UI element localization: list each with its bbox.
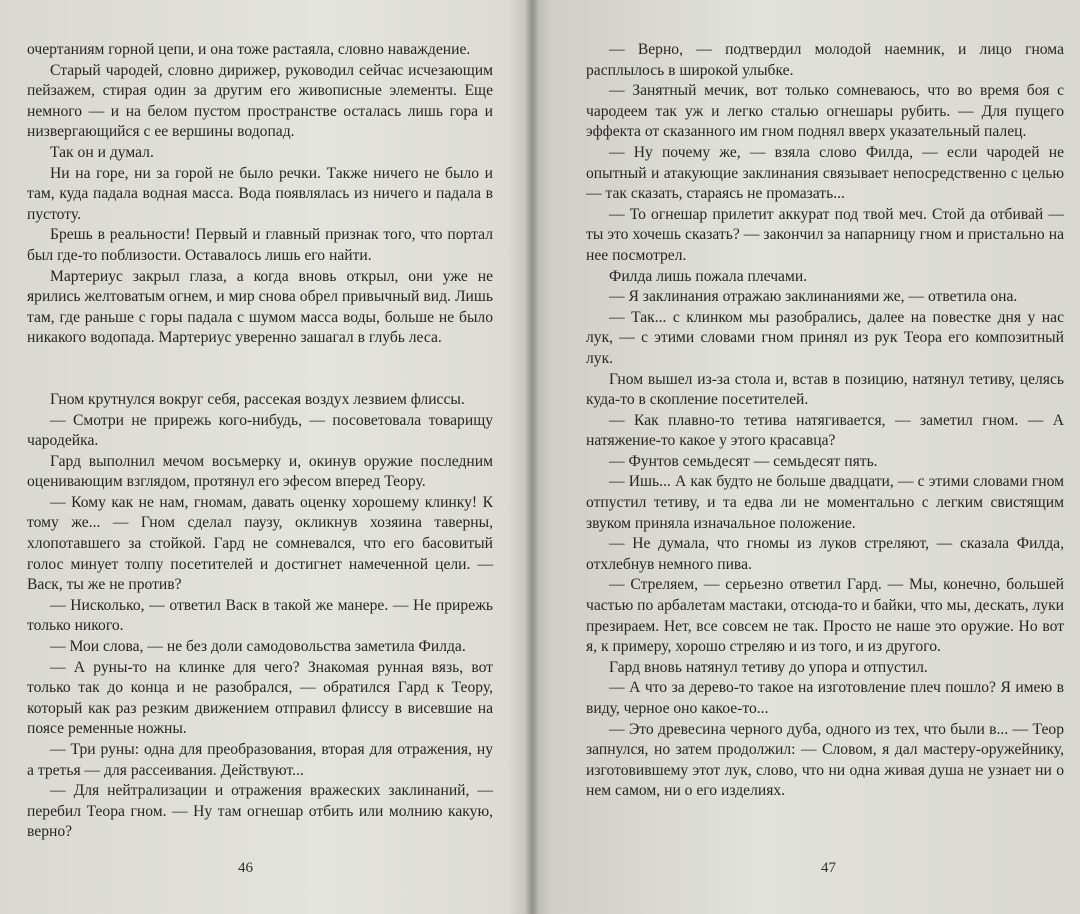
paragraph: — То огнешар прилетит аккурат под твой меч. Стой да отбивай — ты это хочешь сказать? — закончил за напарницу гном и пристально на нее посмотрел. [586, 205, 1064, 264]
left-page [0, 0, 520, 914]
right-page [540, 0, 1080, 914]
paragraph: очертаниям горной цепи, и она тоже растаяла, словно наваждение. [27, 41, 471, 58]
right-page-text [586, 40, 1064, 802]
paragraph: Гард вновь натянул тетиву до упора и отпустил. [609, 658, 928, 676]
paragraph: — Я заклинания отражаю заклинаниями же, — ответила она. [609, 288, 1018, 306]
book-gutter [525, 0, 539, 914]
paragraph: — Смотри не прирежь кого-нибудь, — посоветовала товарищу чародейка. [27, 411, 493, 450]
paragraph: Брешь в реальности! Первый и главный признак того, что портал был где-то поблизости. Оставалось лишь его найти. [27, 226, 493, 264]
paragraph: Так он и думал. [50, 143, 154, 161]
paragraph: — Не думала, что гномы из луков стреляют, — сказала Филда, отхлебнув немного пива. [586, 535, 1064, 573]
paragraph: Гном вышел из-за стола и, встав в позицию, натянул тетиву, целясь куда-то в скопление посетителей. [586, 370, 1064, 409]
paragraph: Ни на горе, ни за горой не было речки. Также ничего не было и там, куда падала водная масса. Вода появлялась из ничего и падала в пустоту. [27, 164, 493, 223]
paragraph: — Занятный мечик, вот только сомневаюсь, что во время боя с чародеем так уж и легко сталью огнешары рубить. — Для пущего эффекта от сказанного им гном поднял вверх указательный палец. [586, 82, 1064, 141]
paragraph: — Так... с клинком мы разобрались, далее на повестке дня у нас лук, — с этими словами гном принял из рук Теора его композитный лук. [586, 308, 1064, 367]
paragraph: — А руны-то на клинке для чего? Знакомая рунная вязь, вот только так до конца и не разобрался, — обратился Гард к Теору, который как раз резким движением отправил флиссу в висевшие на поясе ременные ножны. [27, 658, 493, 738]
paragraph: Старый чародей, словно дирижер, руководил сейчас исчезающим пейзажем, стирая один за другим его живописные элементы. Еще немного — и на белом пустом пространстве осталась лишь гора и низвергающийся с ее вершины водопад. [27, 61, 493, 141]
right-page-number: 47 [821, 860, 836, 876]
paragraph: — Как плавно-то тетива натягивается, — заметил гном. — А натяжение-то какое у этого красавца? [586, 411, 1064, 450]
paragraph: — Это древесина черного дуба, одного из тех, что были в... — Теор запнулся, но затем продолжил: — Словом, я дал мастеру-оружейнику, изготовившему этот лук, слово, что ни одна живая душа не узнает ни о нем самом, ни о его изделиях. [586, 720, 1064, 800]
paragraph: Мартериус закрыл глаза, а когда вновь открыл, они уже не ярились желтоватым огнем, и мир снова обрел привычный вид. Лишь там, где раньше с горы падала с шумом масса воды, больше не было никакого водопада. Мартериус уверенно зашагал в глубь леса. [27, 267, 493, 347]
paragraph: — Верно, — подтвердил молодой наемник, и лицо гнома расплылось в широкой улыбке. [586, 41, 1064, 79]
paragraph: — Кому как не нам, гномам, давать оценку хорошему клинку! К тому же... — Гном сделал паузу, окликнув хозяина таверны, хлопотавшего за стойкой. Гард не сомневался, что его басовитый голос минует толпу посетителей и достигнет намеченной цели. — Васк, ты же не против? [27, 493, 493, 594]
left-page-number: 46 [238, 860, 253, 876]
paragraph: — Три руны: одна для преобразования, вторая для отражения, ну а третья — для рассеивания. Действуют... [27, 741, 493, 779]
paragraph: Филда лишь пожала плечами. [609, 267, 808, 285]
section-break [27, 349, 493, 390]
paragraph: — Стреляем, — серьезно ответил Гард. — Мы, конечно, большей частью по арбалетам мастаки, отсюда-то и байки, что мы, дескать, луки презираем. Нет, все совсем не так. Просто не наше это оружие. Но вот я, к примеру, хорошо стреляю и из того, и из другого. [586, 576, 1064, 656]
paragraph: — Ишь... А как будто не больше двадцати, — с этими словами гном отпустил тетиву, и та едва ли не моментально с легким свистящим звуком приняла изначальное положение. [586, 473, 1064, 532]
paragraph: — Мои слова, — не без доли самодовольства заметила Филда. [50, 638, 466, 656]
paragraph: — Фунтов семьдесят — семьдесят пять. [609, 452, 878, 470]
paragraph: Гном крутнулся вокруг себя, рассекая воздух лезвием флиссы. [50, 390, 465, 408]
paragraph: Гард выполнил мечом восьмерку и, окинув оружие последним оценивающим взглядом, протянул его эфесом вперед Теору. [27, 452, 493, 491]
paragraph: — Ну почему же, — взяла слово Филда, — если чародей не опытный и атакующие заклинания связывает непосредственно с целью — так сказать, стараясь не промазать... [586, 143, 1064, 203]
paragraph: — А что за дерево-то такое на изготовление плеч пошло? Я имею в виду, черное оно какое-то... [586, 679, 1064, 717]
paragraph: — Для нейтрализации и отражения вражеских заклинаний, — перебил Теора гном. — Ну там огнешар отбить или молнию какую, верно? [27, 782, 493, 841]
left-page-text [27, 40, 493, 843]
paragraph: — Нисколько, — ответил Васк в такой же манере. — Не прирежь только никого. [27, 596, 493, 635]
